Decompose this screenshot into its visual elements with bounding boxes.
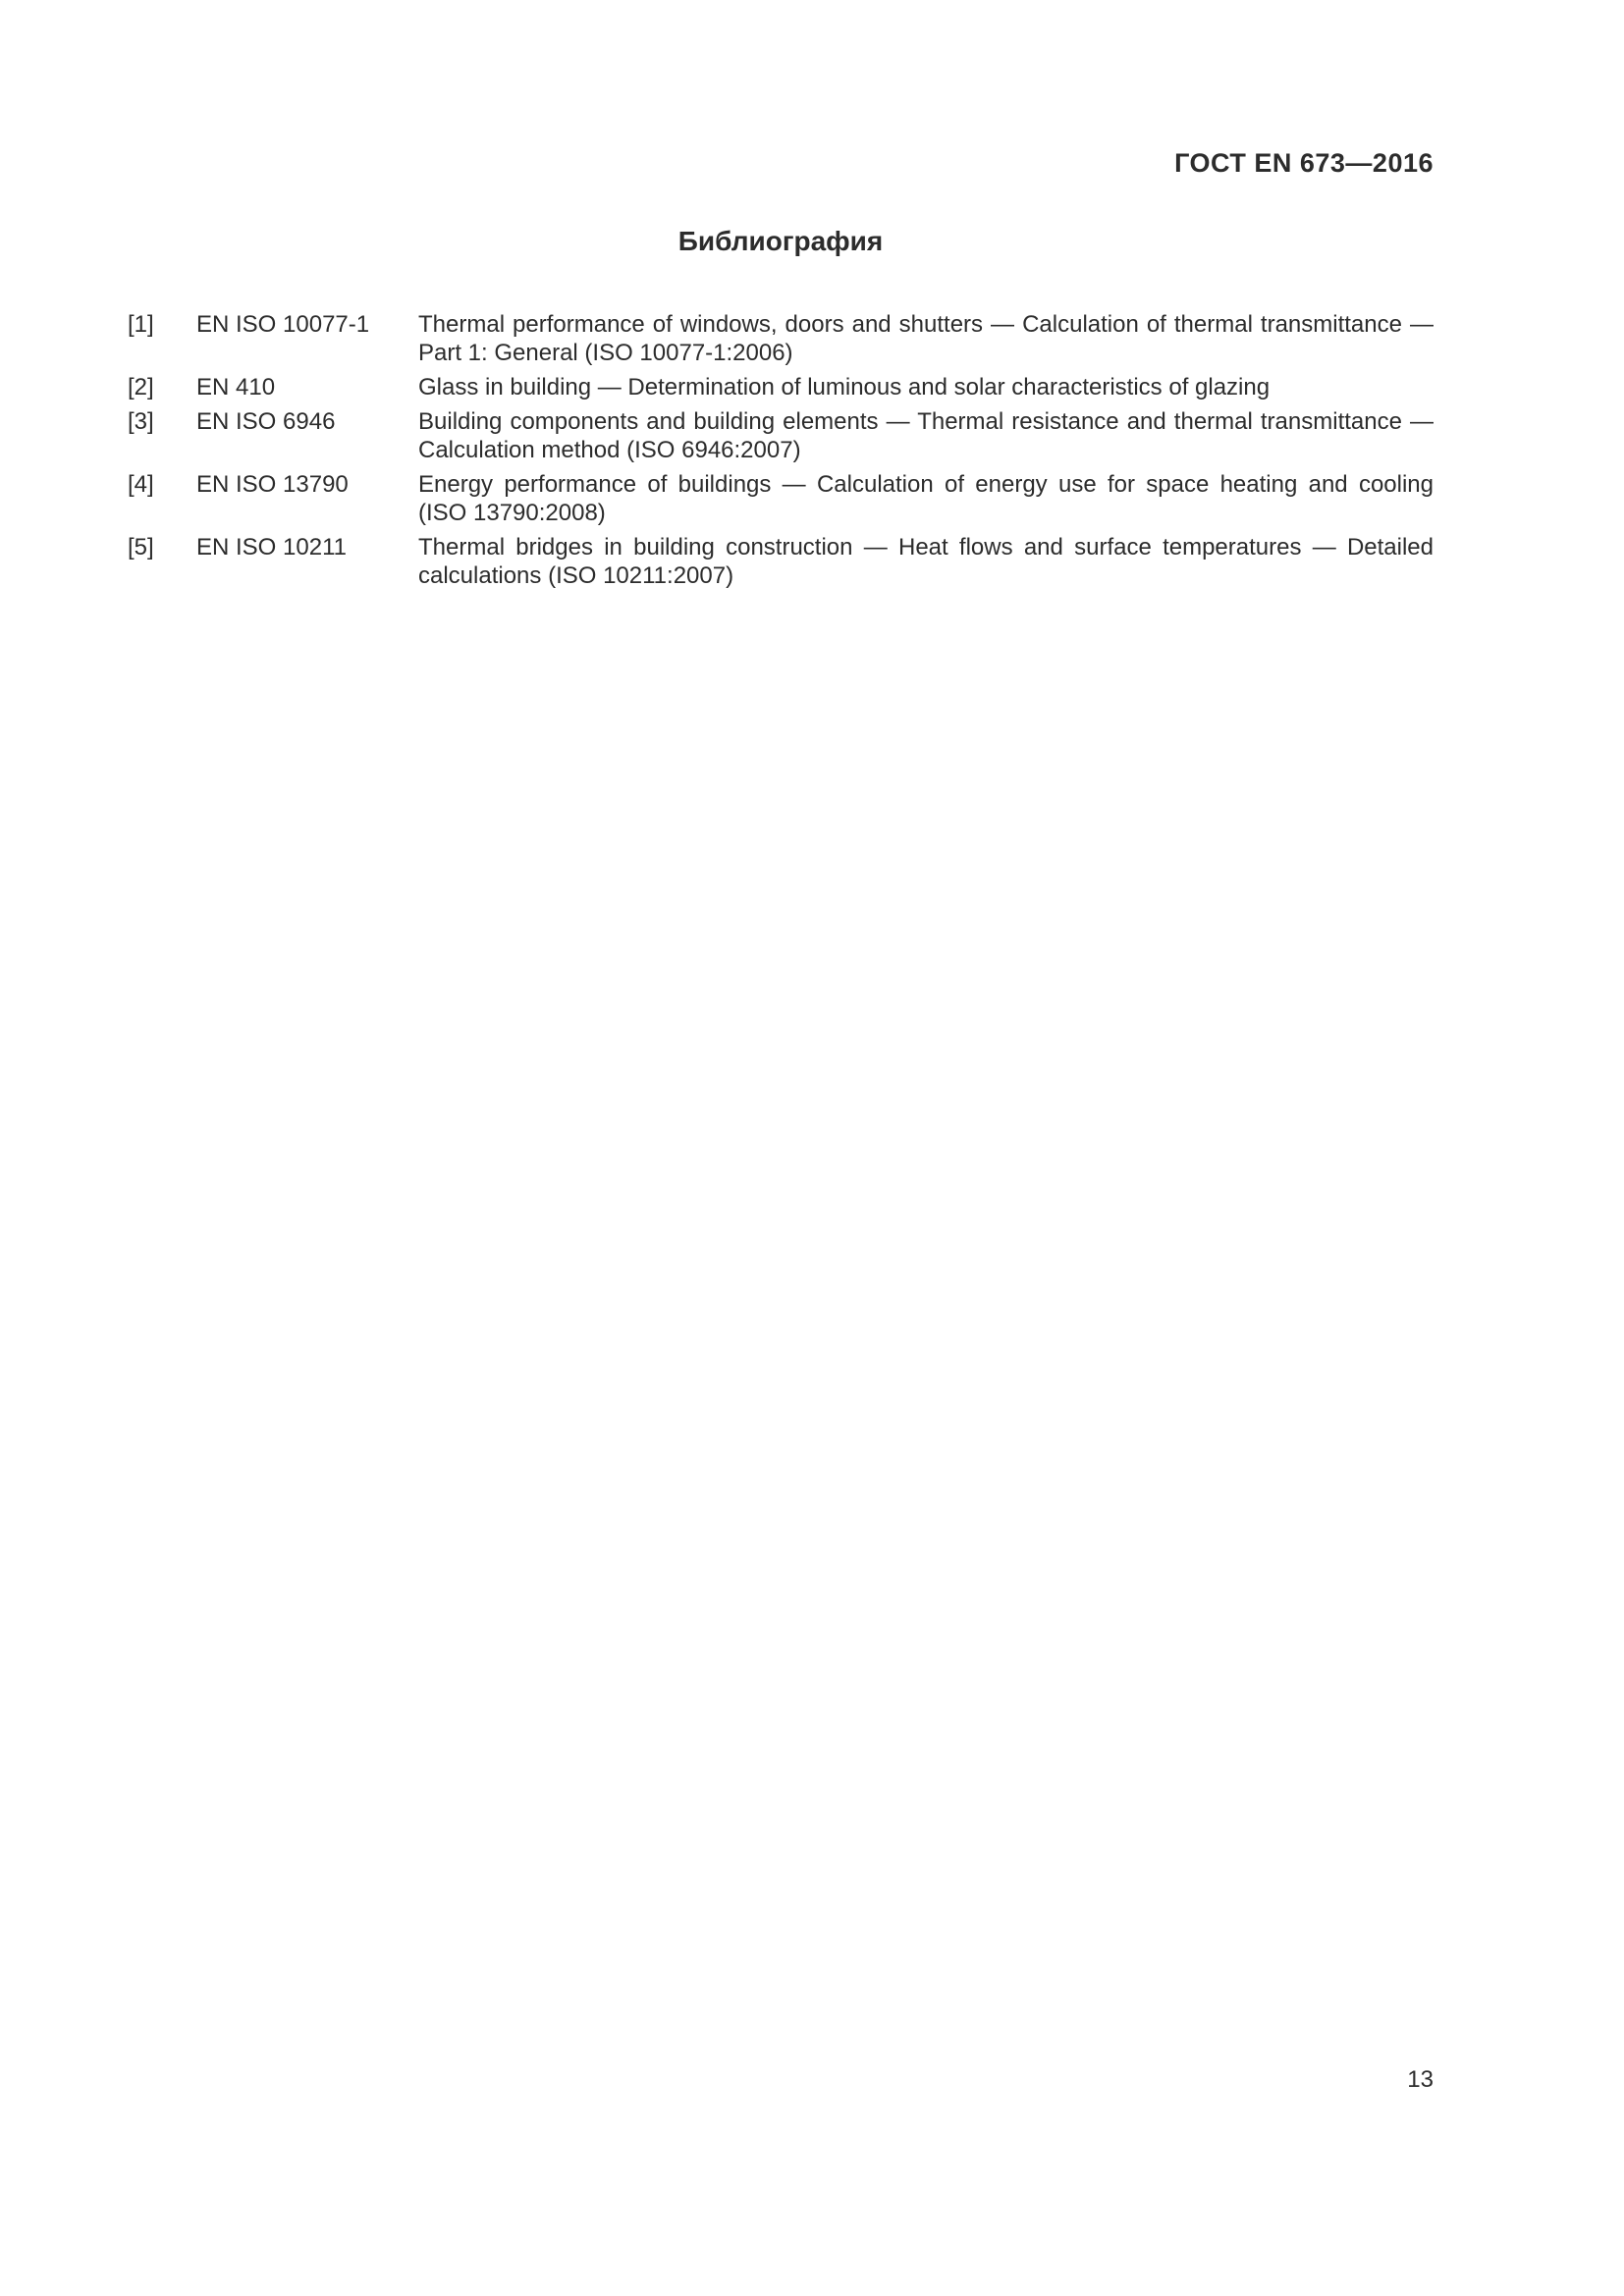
reference-number: [4]	[128, 471, 154, 498]
reference-item	[128, 310, 1434, 367]
reference-item	[128, 407, 1434, 464]
reference-number: [1]	[128, 311, 154, 338]
reference-list	[128, 310, 1434, 596]
reference-text	[418, 470, 1434, 527]
reference-text-line: Thermal bridges in building construction — Heat flows and surface temperatures — Detailed	[418, 534, 1434, 561]
reference-number: [5]	[128, 534, 154, 561]
reference-text	[418, 407, 1434, 464]
reference-text	[418, 373, 1434, 401]
reference-text-line: Part 1: General (ISO 10077-1:2006)	[418, 340, 793, 366]
reference-number: [3]	[128, 408, 154, 435]
reference-item	[128, 470, 1434, 527]
reference-text	[418, 533, 1434, 590]
reference-number: [2]	[128, 374, 154, 400]
reference-item	[128, 533, 1434, 590]
reference-text-line: Building components and building elements — Thermal resistance and thermal transmittance —	[418, 408, 1434, 435]
reference-text-line: Thermal performance of windows, doors and shutters — Calculation of thermal transmittance —	[418, 311, 1434, 338]
page-number: 13	[1407, 2066, 1434, 2093]
reference-text-line: Glass in building — Determination of luminous and solar characteristics of glazing	[418, 374, 1271, 400]
page-title: Библиография	[677, 226, 884, 256]
reference-code: EN 410	[196, 374, 276, 400]
reference-item	[128, 373, 1434, 401]
reference-code: EN ISO 10211	[196, 534, 347, 561]
reference-text-line: calculations (ISO 10211:2007)	[418, 562, 734, 589]
reference-text-line: Calculation method (ISO 6946:2007)	[418, 437, 801, 463]
reference-text-line: (ISO 13790:2008)	[418, 500, 606, 526]
reference-text-line: Energy performance of buildings — Calculation of energy use for space heating and cooling	[418, 471, 1434, 498]
reference-text	[418, 310, 1434, 367]
reference-code: EN ISO 6946	[196, 408, 336, 435]
standard-designation: ГОСТ EN 673—2016	[1174, 148, 1434, 178]
reference-code: EN ISO 13790	[196, 471, 349, 498]
reference-code: EN ISO 10077-1	[196, 311, 370, 338]
